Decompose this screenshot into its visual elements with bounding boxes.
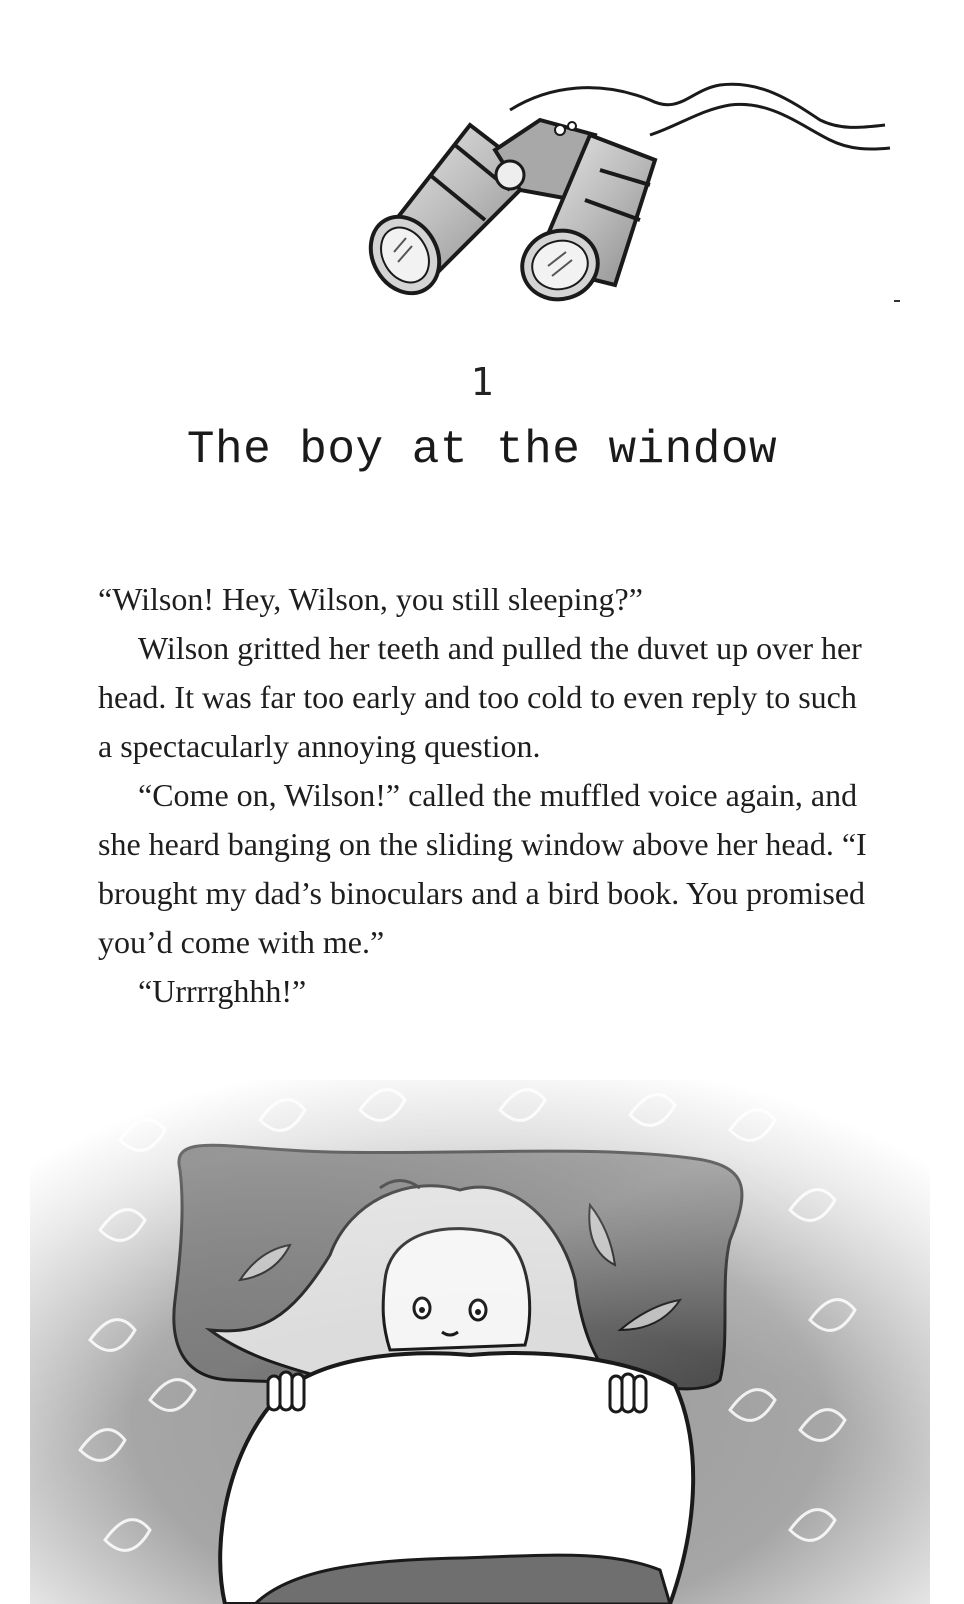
binoculars-illustration <box>360 80 920 320</box>
girl-under-duvet-illustration <box>30 1080 930 1604</box>
paragraph: “Wilson! Hey, Wilson, you still sleeping?” <box>98 581 643 617</box>
chapter-number: 1 <box>470 360 494 404</box>
paragraph: “Come on, Wilson!” called the muffled voice again, and she heard banging on the sliding window above her head. “I brought my dad’s binoculars and a bird book. You promised you’d come with me.” <box>98 777 867 960</box>
paragraph: Wilson gritted her teeth and pulled the duvet up over her head. It was far too early and too cold to even reply to such a spectacularly annoying question. <box>98 630 862 764</box>
chapter-body <box>98 575 878 1016</box>
ink-speck <box>894 300 900 302</box>
paragraph: “Urrrrghhh!” <box>138 973 307 1009</box>
chapter-title: The boy at the window <box>186 424 778 476</box>
